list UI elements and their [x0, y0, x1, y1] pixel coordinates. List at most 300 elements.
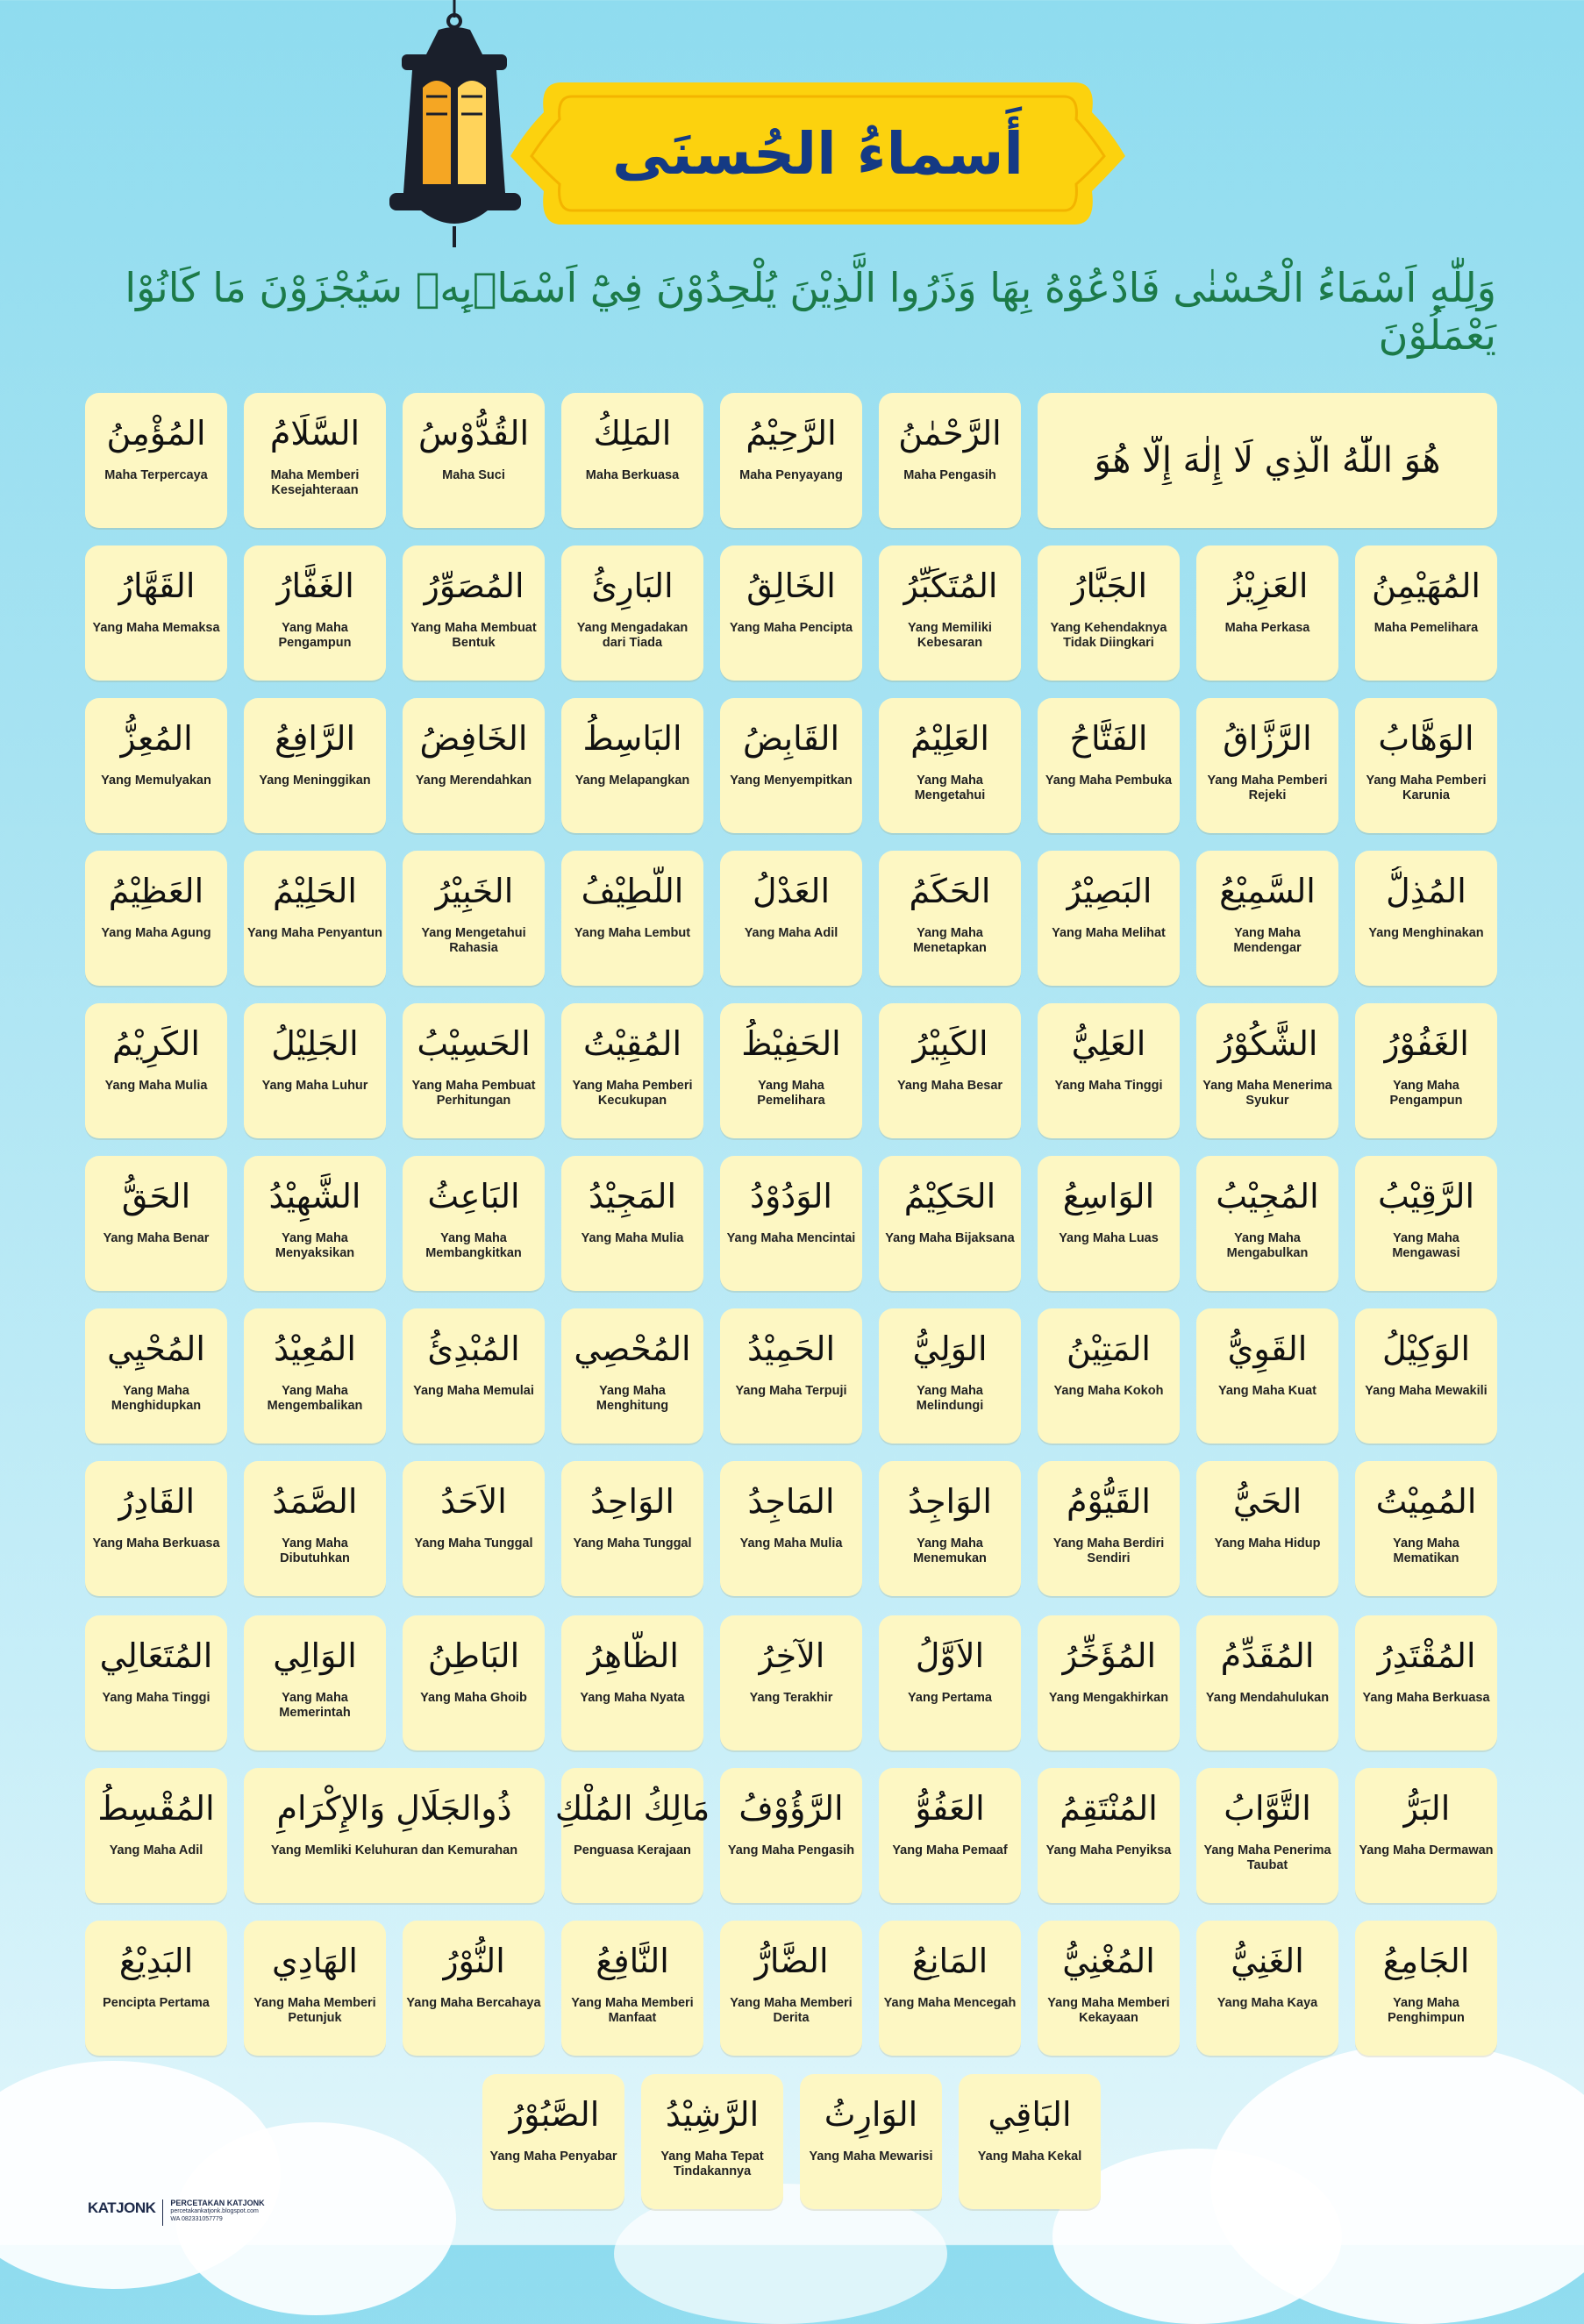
arabic-name: الرَّزَّاقُ — [1223, 719, 1312, 758]
company-phone: WA 082331057779 — [170, 2216, 223, 2222]
name-meaning: Yang Maha Pengampun — [1389, 1079, 1463, 1108]
name-meaning: Yang Maha Lembut — [574, 926, 691, 940]
arabic-name: الوَارِثُ — [824, 2095, 918, 2134]
arabic-name: الرَّقِيْبُ — [1377, 1177, 1475, 1215]
name-card — [879, 851, 1021, 986]
name-meaning: Yang Meninggikan — [259, 773, 371, 788]
name-meaning: Yang Maha Mengembalikan — [267, 1384, 363, 1413]
name-card — [85, 1768, 227, 1903]
name-meaning: Yang Mengakhirkan — [1048, 1691, 1169, 1705]
name-meaning: Yang Maha Mematikan — [1393, 1536, 1459, 1565]
name-meaning: Yang Maha Memulai — [413, 1384, 534, 1398]
arabic-name: المُعِزُّ — [119, 719, 193, 758]
arabic-name: الظَّاهِرُ — [586, 1636, 679, 1675]
arabic-name: العَلِيْمُ — [910, 719, 989, 758]
name-meaning: Yang Maha Menyaksikan — [275, 1231, 355, 1260]
arabic-name: البَصِيْرُ — [1065, 872, 1152, 910]
name-card — [879, 545, 1021, 681]
brand-logo: KATJONK — [88, 2199, 156, 2216]
arabic-name: الاَوَّلُ — [915, 1636, 985, 1675]
name-card — [1038, 1003, 1180, 1138]
arabic-name: المَانِعُ — [911, 1942, 988, 1980]
name-card — [879, 1156, 1021, 1291]
name-card — [403, 698, 545, 833]
name-meaning: Yang Maha Memaksa — [92, 621, 220, 635]
name-meaning: Yang Maha Mulia — [739, 1536, 843, 1551]
name-card — [720, 1615, 862, 1750]
arabic-name: المَجِيْدُ — [588, 1177, 677, 1215]
arabic-name: التَّوَّابُ — [1224, 1789, 1311, 1828]
name-meaning: Yang Maha Pemberi Rejeki — [1207, 773, 1328, 802]
name-meaning: Yang Maha Mulia — [104, 1079, 208, 1093]
name-meaning: Yang Maha Penghimpun — [1388, 1996, 1465, 2025]
name-meaning: Yang Maha Pencipta — [729, 621, 853, 635]
arabic-name: السَّمِيْعُ — [1219, 872, 1316, 910]
name-meaning: Yang Maha Kokoh — [1053, 1384, 1164, 1398]
name-card — [403, 1461, 545, 1596]
name-card — [1196, 1003, 1338, 1138]
name-meaning: Yang Maha Kaya — [1217, 1996, 1318, 2010]
name-card — [1038, 1461, 1180, 1596]
name-meaning: Yang Maha Agung — [101, 926, 211, 940]
arabic-name: الخَافِضُ — [419, 719, 528, 758]
arabic-name: السَّلَامُ — [269, 414, 360, 453]
arabic-name: العَفُوُّ — [915, 1789, 985, 1828]
arabic-name: الهَادِي — [272, 1942, 358, 1980]
arabic-name: النُّوْرُ — [442, 1942, 505, 1980]
name-card — [244, 545, 386, 681]
name-meaning: Yang Maha Penyantun — [247, 926, 382, 940]
arabic-name: المُؤَخِّرُ — [1060, 1636, 1157, 1675]
name-meaning: Yang Maha Tepat Tindakannya — [660, 2149, 764, 2178]
name-meaning: Yang Maha Mengabulkan — [1226, 1231, 1309, 1260]
name-meaning: Yang Maha Mulia — [581, 1231, 684, 1245]
arabic-name: الآخِرُ — [757, 1636, 825, 1675]
name-card — [1355, 698, 1497, 833]
arabic-name: الحَكَمُ — [909, 872, 991, 910]
name-meaning: Yang Maha Pemaaf — [892, 1843, 1008, 1857]
arabic-name: المُحْيِي — [107, 1330, 205, 1368]
name-card — [1355, 1308, 1497, 1444]
arabic-name: المَتِيْنُ — [1067, 1330, 1151, 1368]
arabic-name: العَظِيْمُ — [108, 872, 204, 910]
arabic-name: البَاسِطُ — [582, 719, 682, 758]
name-card — [244, 1615, 386, 1750]
arabic-name: الرَّشِيْدُ — [665, 2095, 760, 2134]
arabic-name: العَدْلُ — [752, 872, 831, 910]
name-card — [1355, 1921, 1497, 2056]
name-meaning: Yang Memiliki Kebesaran — [908, 621, 992, 650]
name-card — [879, 393, 1021, 528]
name-card — [244, 698, 386, 833]
name-meaning: Yang Maha Menetapkan — [913, 926, 987, 955]
name-card — [1038, 1308, 1180, 1444]
name-meaning: Maha Berkuasa — [585, 468, 680, 482]
name-meaning: Yang Maha Hidup — [1214, 1536, 1321, 1551]
arabic-name: الوَاجِدُ — [908, 1482, 992, 1521]
name-meaning: Maha Memberi Kesejahteraan — [270, 468, 360, 497]
name-meaning: Yang Maha Tinggi — [102, 1691, 210, 1705]
arabic-name: الرَّحِيْمُ — [746, 414, 837, 453]
name-meaning: Yang Maha Menghitung — [596, 1384, 669, 1413]
name-meaning: Yang Maha Mencegah — [883, 1996, 1017, 2010]
arabic-name: الرَّافِعُ — [274, 719, 356, 758]
name-card — [1196, 545, 1338, 681]
arabic-name: المُهَيْمِنُ — [1372, 567, 1481, 605]
name-card — [1355, 545, 1497, 681]
name-card — [244, 1461, 386, 1596]
name-card — [85, 1615, 227, 1750]
name-card — [879, 1308, 1021, 1444]
arabic-name: المُحْصِي — [574, 1330, 691, 1368]
name-card — [561, 851, 703, 986]
name-card — [403, 1003, 545, 1138]
name-meaning: Yang Memliki Keluhuran dan Kemurahan — [270, 1843, 518, 1857]
name-card — [85, 545, 227, 681]
name-meaning: Yang Maha Bijaksana — [885, 1231, 1015, 1245]
name-meaning: Pencipta Pertama — [103, 1996, 210, 2010]
arabic-name: المُقَدِّمُ — [1220, 1636, 1315, 1675]
name-meaning: Yang Maha Melihat — [1052, 926, 1166, 940]
arabic-name: البَرُّ — [1402, 1789, 1451, 1828]
name-meaning: Yang Maha Pembuat Perhitungan — [411, 1079, 536, 1108]
arabic-name: الوَالِي — [273, 1636, 357, 1675]
arabic-name: البَاطِنُ — [427, 1636, 520, 1675]
arabic-name: الكَبِيْرُ — [911, 1024, 988, 1063]
name-card — [1355, 1461, 1497, 1596]
name-card — [1038, 545, 1180, 681]
arabic-name: المُعِيْدُ — [274, 1330, 356, 1368]
name-meaning: Yang Menyempitkan — [730, 773, 853, 788]
name-card — [244, 851, 386, 986]
arabic-name: الجَلِيْلُ — [271, 1024, 359, 1063]
arabic-name: المُذِلُّ — [1386, 872, 1466, 910]
name-card — [561, 1615, 703, 1750]
arabic-name: القَادِرُ — [117, 1482, 196, 1521]
name-meaning: Yang Maha Membangkitkan — [425, 1231, 522, 1260]
name-meaning: Yang Maha Ghoib — [420, 1691, 527, 1705]
name-meaning: Yang Memulyakan — [101, 773, 211, 788]
name-meaning: Yang Maha Pemelihara — [757, 1079, 825, 1108]
footer-info — [170, 2199, 264, 2223]
arabic-name: المُتَكَبِّرُ — [902, 567, 998, 605]
arabic-name: ذُوالجَلَالِ وَالإِكْرَامِ — [276, 1789, 512, 1828]
arabic-name: العَلِيُّ — [1071, 1024, 1146, 1063]
arabic-name: الفَتَّاحُ — [1069, 719, 1148, 758]
arabic-name: الحَلِيْمُ — [272, 872, 357, 910]
name-card — [244, 1308, 386, 1444]
name-meaning: Yang Maha Penerima Taubat — [1203, 1843, 1331, 1872]
name-meaning: Yang Maha Mencintai — [726, 1231, 856, 1245]
name-card — [1038, 1921, 1180, 2056]
name-card — [244, 1921, 386, 2056]
name-card — [720, 1921, 862, 2056]
name-card — [403, 851, 545, 986]
footer — [88, 2199, 265, 2226]
name-meaning: Yang Maha Kuat — [1218, 1384, 1316, 1398]
name-card — [879, 1003, 1021, 1138]
name-card — [720, 698, 862, 833]
arabic-name: المُنْتَقِمُ — [1060, 1789, 1158, 1828]
name-card — [879, 1615, 1021, 1750]
arabic-name: المَاجِدُ — [747, 1482, 835, 1521]
arabic-name: المُصَوِّرُ — [423, 567, 524, 605]
name-card — [561, 1461, 703, 1596]
name-card — [1355, 1768, 1497, 1903]
name-card — [1196, 1768, 1338, 1903]
name-meaning: Yang Maha Adil — [109, 1843, 203, 1857]
arabic-name: الحَقُّ — [121, 1177, 191, 1215]
name-meaning: Yang Maha Berkuasa — [1362, 1691, 1490, 1705]
name-card — [85, 1003, 227, 1138]
name-card — [879, 1768, 1021, 1903]
arabic-name: المُقْسِطُ — [97, 1789, 215, 1828]
name-card — [879, 1921, 1021, 2056]
shahada-text: هُوَ اللّٰهُ الَّذِي لَا إِلٰهَ إِلَّا هُوَ — [1094, 440, 1441, 481]
name-meaning: Yang Maha Besar — [896, 1079, 1003, 1093]
name-card — [403, 545, 545, 681]
arabic-name: الحَسِيْبُ — [417, 1024, 531, 1063]
name-meaning: Maha Penyayang — [739, 468, 843, 482]
name-card — [561, 1003, 703, 1138]
company-website: percetakankatjonk.blogspot.com — [170, 2208, 259, 2214]
name-card — [403, 1308, 545, 1444]
name-card — [641, 2074, 783, 2209]
arabic-name: الخَبِيْرُ — [433, 872, 514, 910]
name-card — [1196, 1921, 1338, 2056]
arabic-name: مَالِكُ المُلْكِ — [554, 1789, 710, 1828]
name-meaning: Yang Maha Kekal — [977, 2149, 1082, 2164]
arabic-name: المُغْنِيُّ — [1062, 1942, 1155, 1980]
arabic-name: المُقِيْتُ — [582, 1024, 682, 1063]
arabic-name: الاَحَدُ — [440, 1482, 507, 1521]
name-card — [720, 1156, 862, 1291]
name-card — [85, 1308, 227, 1444]
name-card — [1038, 1156, 1180, 1291]
arabic-name: العَزِيْزُ — [1226, 567, 1309, 605]
arabic-name: الجَبَّارُ — [1069, 567, 1148, 605]
name-meaning: Yang Maha Tunggal — [414, 1536, 533, 1551]
arabic-name: المُقْتَدِرُ — [1376, 1636, 1476, 1675]
arabic-name: الضَّارُّ — [753, 1942, 829, 1980]
name-meaning: Yang Maha Berdiri Sendiri — [1052, 1536, 1165, 1565]
name-card — [403, 393, 545, 528]
arabic-name: الشَّكُوْرُ — [1217, 1024, 1318, 1063]
name-meaning: Yang Melapangkan — [574, 773, 690, 788]
name-card — [879, 1461, 1021, 1596]
name-meaning: Yang Maha Mewarisi — [809, 2149, 933, 2164]
name-card — [85, 698, 227, 833]
name-meaning: Yang Maha Luhur — [261, 1079, 368, 1093]
name-meaning: Yang Maha Memberi Derita — [730, 1996, 853, 2025]
name-meaning: Yang Mengetahui Rahasia — [421, 926, 526, 955]
name-card — [879, 698, 1021, 833]
name-card — [85, 1461, 227, 1596]
name-card — [1355, 851, 1497, 986]
name-meaning: Yang Maha Memberi Petunjuk — [253, 1996, 376, 2025]
name-card — [561, 698, 703, 833]
name-meaning: Yang Maha Nyata — [580, 1691, 685, 1705]
name-meaning: Yang Maha Dermawan — [1359, 1843, 1494, 1857]
name-meaning: Yang Pertama — [908, 1691, 992, 1705]
name-meaning: Yang Mengadakan dari Tiada — [576, 621, 689, 650]
name-meaning: Maha Perkasa — [1224, 621, 1310, 635]
name-card — [720, 1003, 862, 1138]
arabic-name: المُمِيْتُ — [1375, 1482, 1477, 1521]
arabic-name: المُتَعَالِي — [99, 1636, 213, 1675]
arabic-name: الحَفِيْظُ — [741, 1024, 841, 1063]
name-meaning: Yang Maha Menerima Syukur — [1202, 1079, 1332, 1108]
arabic-name: النَّافِعُ — [596, 1942, 669, 1980]
name-meaning: Yang Maha Tunggal — [573, 1536, 692, 1551]
name-card — [1038, 1615, 1180, 1750]
arabic-name: الشَّهِيْدُ — [268, 1177, 361, 1215]
arabic-name: البَارِئُ — [591, 567, 674, 605]
arabic-name: المُؤْمِنُ — [106, 414, 206, 453]
name-card — [720, 545, 862, 681]
arabic-name: القَوِيُّ — [1227, 1330, 1308, 1368]
arabic-name: الصَّمَدُ — [272, 1482, 358, 1521]
name-card — [1038, 1768, 1180, 1903]
name-card — [561, 1308, 703, 1444]
name-meaning: Yang Maha Memerintah — [279, 1691, 351, 1720]
name-card — [1355, 1003, 1497, 1138]
name-card — [720, 851, 862, 986]
name-meaning: Yang Maha Pengampun — [278, 621, 352, 650]
name-meaning: Yang Maha Luas — [1059, 1231, 1159, 1245]
quran-verse: وَلِلّٰهِ اَسْمَاءُ الْحُسْنٰى فَادْعُوْهُ بِهَا وَذَرُوا الَّذِيْنَ يُلْحِدُوْنَ فِيْٓ اَسْمَاۤىِٕهٖ سَيُجْزَوْنَ مَا كَانُوْا يَعْمَلُوْنَ — [125, 264, 1496, 359]
arabic-name: الوَلِيُّ — [912, 1330, 988, 1368]
name-meaning: Yang Maha Dibutuhkan — [280, 1536, 350, 1565]
name-meaning: Yang Maha Memberi Manfaat — [571, 1996, 694, 2025]
name-meaning: Yang Maha Penyabar — [489, 2149, 617, 2164]
name-card — [720, 1461, 862, 1596]
arabic-name: الرَّؤُوْفُ — [738, 1789, 844, 1828]
name-card — [85, 393, 227, 528]
arabic-name: الجَامِعُ — [1382, 1942, 1470, 1980]
arabic-name: القُدُّوْسُ — [417, 414, 530, 453]
name-card — [85, 1156, 227, 1291]
name-card — [85, 851, 227, 986]
name-card — [244, 1156, 386, 1291]
name-card — [1038, 698, 1180, 833]
name-card — [1355, 1156, 1497, 1291]
arabic-name: الحَكِيْمُ — [903, 1177, 996, 1215]
name-meaning: Yang Maha Menemukan — [913, 1536, 987, 1565]
name-card — [1196, 851, 1338, 986]
name-card — [1355, 1615, 1497, 1750]
arabic-name: الحَيُّ — [1232, 1482, 1302, 1521]
name-meaning: Yang Menghinakan — [1368, 926, 1484, 940]
arabic-name: القَابِضُ — [742, 719, 840, 758]
arabic-name: اللَّطِيْفُ — [581, 872, 684, 910]
name-card — [1196, 1461, 1338, 1596]
arabic-name: الوَكِيْلُ — [1381, 1330, 1471, 1368]
arabic-name: الغَفُوْرُ — [1383, 1024, 1469, 1063]
name-card — [720, 1768, 862, 1903]
arabic-name: البَدِيْعُ — [118, 1942, 194, 1980]
name-meaning: Yang Maha Melindungi — [916, 1384, 984, 1413]
name-card — [800, 2074, 942, 2209]
name-meaning: Yang Maha Tinggi — [1054, 1079, 1163, 1093]
name-meaning: Yang Maha Membuat Bentuk — [410, 621, 537, 650]
arabic-name: الخَالِقُ — [746, 567, 836, 605]
arabic-name: القَيُّوْمُ — [1067, 1482, 1151, 1521]
name-meaning: Yang Maha Terpuji — [735, 1384, 847, 1398]
name-meaning: Penguasa Kerajaan — [574, 1843, 691, 1857]
name-card — [244, 1768, 545, 1903]
name-meaning: Yang Maha Pemberi Kecukupan — [572, 1079, 693, 1108]
arabic-name: المُجِيْبُ — [1216, 1177, 1319, 1215]
arabic-name: المُبْدِئُ — [427, 1330, 520, 1368]
arabic-name: البَاعِثُ — [427, 1177, 520, 1215]
arabic-name: الوَدُوْدُ — [750, 1177, 832, 1215]
name-meaning: Yang Kehendaknya Tidak Diingkari — [1050, 621, 1167, 650]
name-card — [244, 393, 386, 528]
company-name: PERCETAKAN KATJONK — [170, 2199, 265, 2207]
arabic-name: الوَاحِدُ — [590, 1482, 674, 1521]
name-meaning: Yang Maha Mengetahui — [914, 773, 986, 802]
arabic-name: البَاقِي — [988, 2095, 1072, 2134]
name-card — [720, 1308, 862, 1444]
name-meaning: Yang Maha Menghidupkan — [111, 1384, 202, 1413]
name-meaning: Maha Pemelihara — [1374, 621, 1479, 635]
name-meaning: Yang Maha Mendengar — [1233, 926, 1302, 955]
arabic-name: الكَرِيْمُ — [112, 1024, 200, 1063]
name-card — [1038, 851, 1180, 986]
name-card — [403, 1615, 545, 1750]
name-meaning: Yang Maha Bercahaya — [406, 1996, 541, 2010]
arabic-name: الغَنِيُّ — [1231, 1942, 1304, 1980]
arabic-name: الرَّحْمٰنُ — [898, 414, 1002, 453]
name-meaning: Yang Maha Pengasih — [727, 1843, 855, 1857]
arabic-name: القَهَّارُ — [117, 567, 196, 605]
arabic-name: الوَهَّابُ — [1378, 719, 1474, 758]
name-meaning: Maha Terpercaya — [104, 468, 208, 482]
name-meaning: Yang Maha Berkuasa — [92, 1536, 220, 1551]
name-meaning: Maha Pengasih — [903, 468, 996, 482]
name-card — [959, 2074, 1101, 2209]
name-meaning: Yang Maha Pemberi Karunia — [1366, 773, 1487, 802]
divider — [162, 2199, 163, 2226]
shahada-card — [1038, 393, 1497, 528]
page-title: أَسماءُ الحُسنَى — [611, 120, 1024, 188]
name-card — [85, 1921, 227, 2056]
name-meaning: Yang Maha Adil — [744, 926, 838, 940]
name-meaning: Yang Maha Benar — [103, 1231, 210, 1245]
name-meaning: Yang Merendahkan — [415, 773, 532, 788]
name-card — [1196, 1615, 1338, 1750]
name-meaning: Maha Suci — [442, 468, 505, 482]
name-card — [482, 2074, 624, 2209]
name-card — [554, 1768, 710, 1903]
name-card — [1196, 1156, 1338, 1291]
arabic-name: المَلِكُ — [593, 414, 672, 453]
name-card — [561, 1156, 703, 1291]
name-card — [403, 1156, 545, 1291]
name-meaning: Yang Maha Mengawasi — [1392, 1231, 1460, 1260]
name-meaning: Yang Maha Mewakili — [1365, 1384, 1488, 1398]
name-card — [244, 1003, 386, 1138]
arabic-name: الوَاسِعُ — [1062, 1177, 1155, 1215]
name-meaning: Yang Maha Pembuka — [1045, 773, 1173, 788]
name-card — [403, 1921, 545, 2056]
arabic-name: الصَّبُوْرُ — [507, 2095, 600, 2134]
arabic-name: الغَفَّارُ — [275, 567, 354, 605]
name-card — [561, 545, 703, 681]
name-card — [1196, 1308, 1338, 1444]
name-card — [1196, 698, 1338, 833]
